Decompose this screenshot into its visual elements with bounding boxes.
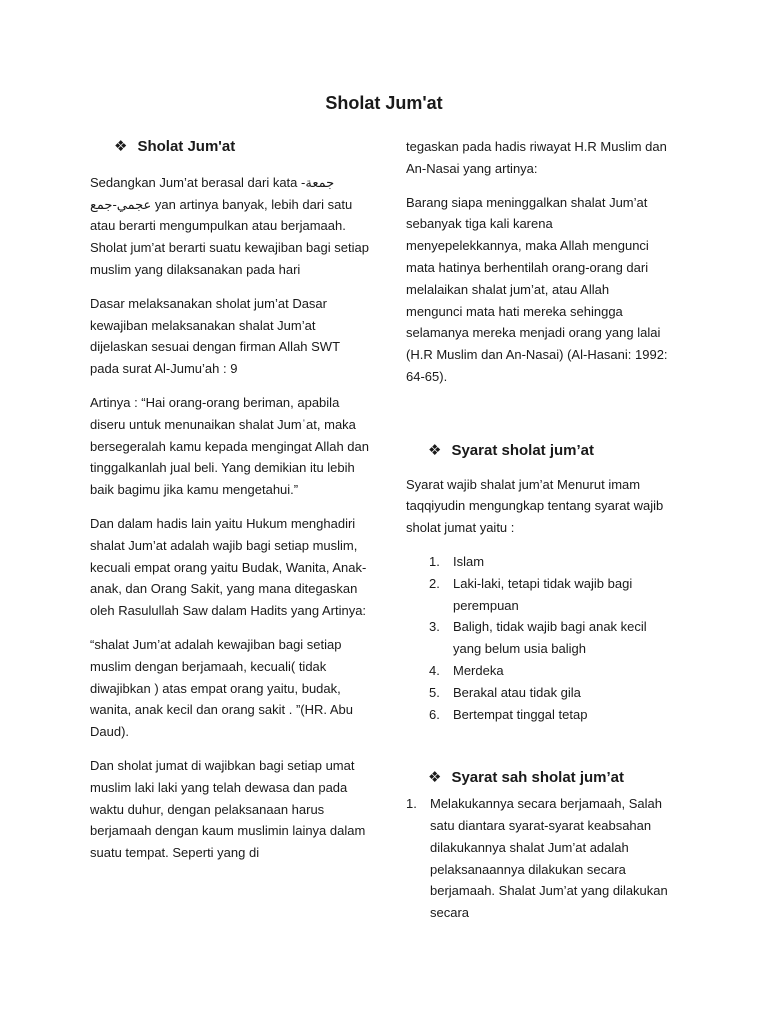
- right-column: [406, 136, 668, 924]
- syarat-wajib-list: [406, 551, 668, 725]
- section-heading-label: Syarat sholat jum’at: [451, 441, 594, 459]
- section-heading-label: Sholat Jum'at: [137, 138, 236, 155]
- paragraph: Dan sholat jumat di wajibkan bagi setiap umat muslim laki laki yang telah dewasa dan pada waktu duhur, dengan pelaksanaan harus berjamaah dengan kaum muslimin lainya dalam suatu tempat. Seperti yang di: [90, 757, 366, 861]
- paragraph: “shalat Jum’at adalah kewajiban bagi setiap muslim dengan berjamaah, kecuali( tidak diwajibkan ) atas empat orang yaitu, budak, wanita, anak kecil dan orang sakit . ”(HR. Abu Daud).: [90, 636, 354, 740]
- list-item: 5. Berakal atau tidak gila: [429, 684, 581, 700]
- syarat-sah-list: [406, 793, 668, 924]
- list-item: 4. Merdeka: [429, 662, 504, 678]
- list-item: 3. Baligh, tidak wajib bagi anak kecil yang belum usia baligh: [429, 619, 647, 657]
- paragraph: Dasar melaksanakan sholat jum’at Dasar kewajiban melaksanakan shalat Jum’at dijelaskan sesuai dengan firman Allah SWT pada surat Al-Jumu’ah : 9: [90, 295, 340, 377]
- paragraph: Sedangkan Jum’at berasal dari kata -جمعة عجمي-جمع yan artinya banyak, lebih dari satu atau berarti mengumpulkan atau berjamaah. Sholat jum’at berarti suatu kewajiban bagi setiap muslim yang dilaksanakan pada hari: [90, 174, 369, 277]
- paragraph: Artinya : “Hai orang-orang beriman, apabila diseru untuk menunaikan shalat Jumˈat, maka bersegeralah kamu kepada mengingat Allah dan tinggalkanlah jual beli. Yang demikian itu lebih baik bagimu jika kamu mengetahui.”: [90, 394, 369, 498]
- list-item: 1. Islam: [429, 553, 485, 569]
- paragraph: Barang siapa meninggalkan shalat Jum’at sebanyak tiga kali karena menyepelekkannya, maka Allah mengunci mata hatinya berhentilah orang-orang dari melalaikan shalat jum’at, atau Allah mengunci mata hati mereka sehingga selamanya mereka menjadi orang yang lalai (H.R Muslim dan An-Nasai) (Al-Hasani: 1992: 64-65).: [406, 194, 668, 384]
- diamond-bullet-icon: ❖: [428, 769, 442, 787]
- paragraph: tegaskan pada hadis riwayat H.R Muslim dan An-Nasai yang artinya:: [406, 139, 667, 176]
- left-column: [90, 136, 370, 876]
- page-title: Sholat Jum'at: [325, 93, 443, 113]
- paragraph: Dan dalam hadis lain yaitu Hukum menghadiri shalat Jum’at adalah wajib bagi setiap muslim, kecuali empat orang yaitu Budak, Wanita, Anak-anak, dan Orang Sakit, yang mana ditegaskan oleh Rasulullah Saw dalam Hadits yang Artinya:: [90, 515, 367, 619]
- section-heading-label: Syarat sah sholat jum’at: [451, 769, 625, 787]
- diamond-bullet-icon: ❖: [428, 441, 442, 459]
- section-heading-sholat-jumat: [90, 136, 370, 158]
- section-heading-syarat-sah: [406, 767, 668, 789]
- list-item: 1. Melakukannya secara berjamaah, Salah satu diantara syarat-syarat keabsahan dilakukannya shalat Jum’at adalah pelaksanaannya dilakukan secara berjamaah. Shalat Jum’at yang dilakukan secara: [406, 796, 668, 921]
- list-item: 6. Bertempat tinggal tetap: [429, 706, 588, 722]
- diamond-bullet-icon: ❖: [114, 138, 128, 155]
- paragraph: Syarat wajib shalat jum’at Menurut imam taqqiyudin mengungkap tentang syarat wajib sholat jumat yaitu :: [406, 476, 664, 536]
- list-item: 2. Laki-laki, tetapi tidak wajib bagi perempuan: [429, 575, 633, 613]
- section-heading-syarat: [406, 440, 668, 462]
